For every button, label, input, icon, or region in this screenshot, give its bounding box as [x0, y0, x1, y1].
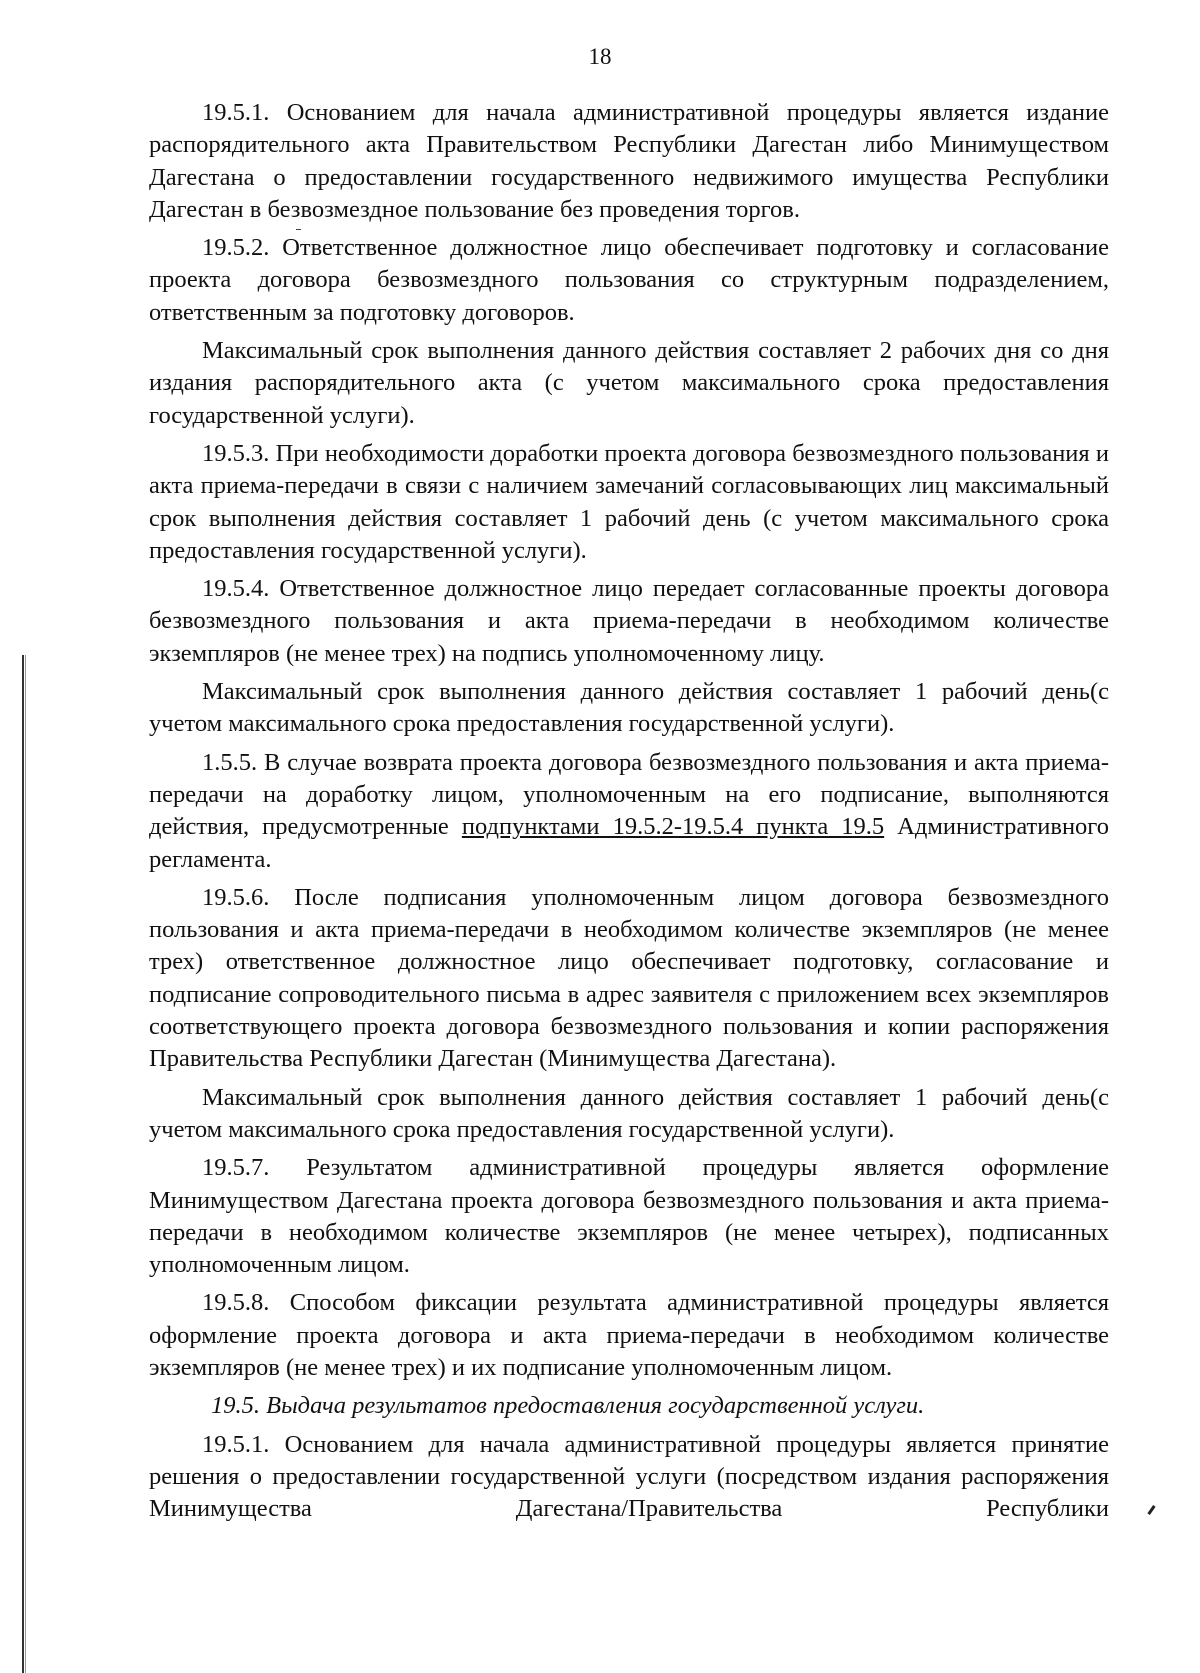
paragraph-1-5-5-return	[149, 747, 1109, 876]
paragraph-19-5-8-fixation: 19.5.8. Способом фиксации результата административной процедуры является оформление проекта договора и акта приема-передачи в необходимом количестве экземпляров (не менее трех) и их подписание уполномоченным лицом.	[149, 1289, 1109, 1381]
paragraph-max-term-2-days: Максимальный срок выполнения данного действия составляет 2 рабочих дня со дня издания распорядительного акта (с учетом максимального срока предоставления государственной услуги).	[149, 337, 1109, 429]
paragraph-max-term-1-day-b: Максимальный срок выполнения данного действия составляет 1 рабочий день(с учетом максимального срока предоставления государственной услуги).	[149, 1083, 1109, 1143]
paragraph-19-5-4-transfer-for-signature: 19.5.4. Ответственное должностное лицо передает согласованные проекты договора безвозмездного пользования и акта приема-передачи в необходимом количестве экземпляров (не менее трех) на подпись уполномоченному лицу.	[149, 575, 1109, 667]
paragraph-19-5-7-result: 19.5.7. Результатом административной процедуры является оформление Минимуществом Дагестана проекта договора безвозмездного пользования и акта приема-передачи в необходимом количестве экземпляров (не менее четырех), подписанных уполномоченным лицом.	[149, 1154, 1109, 1279]
scan-artifact-dash	[296, 229, 301, 230]
paragraph-19-5-1-basis: 19.5.1. Основанием для начала административной процедуры является издание распорядительного акта Правительством Республики Дагестан либо Минимуществом Дагестана о предоставлении государственного недвижимого имущества Республики Дагестан в безвозмездное пользование без проведения торгов.	[149, 99, 1109, 223]
paragraph-19-5-3-revision: 19.5.3. При необходимости доработки проекта договора безвозмездного пользования и акта приема-передачи в связи с наличием замечаний согласовывающих лиц максимальный срок выполнения действия составляет 1 рабочий день (с учетом максимального срока предоставления государственной услуги).	[149, 439, 1109, 564]
paragraph-max-term-1-day-a: Максимальный срок выполнения данного действия составляет 1 рабочий день(с учетом максимального срока предоставления государственной услуги).	[149, 678, 1109, 738]
paragraph-19-5-1-issuance-basis: 19.5.1. Основанием для начала административной процедуры является принятие решения о предоставлении государственной услуги (посредством издания распоряжения Минимущества Дагестана/Правительства Республики	[149, 1430, 1109, 1523]
section-heading-19-5-issuance: 19.5. Выдача результатов предоставления государственной услуги.	[211, 1392, 925, 1420]
paragraph-19-5-6-after-signing: 19.5.6. После подписания уполномоченным лицом договора безвозмездного пользования и акта приема-передачи в необходимом количестве экземпляров (не менее трех) ответственное должностное лицо обеспечивает подготовку, согласование и подписание сопроводительного письма в адрес заявителя с приложением всех экземпляров соответствующего проекта договора безвозмездного пользования и копии распоряжения Правительства Республики Дагестан (Минимущества Дагестана).	[149, 883, 1109, 1073]
page-number: 18	[588, 44, 612, 69]
scan-margin-line-secondary	[25, 655, 26, 1673]
subclause-reference-link[interactable]: подпунктами 19.5.2-19.5.4 пункта 19.5	[461, 813, 885, 841]
document-body	[149, 97, 1109, 1531]
scan-artifact-mark	[1147, 1505, 1155, 1515]
scan-margin-line	[22, 655, 24, 1673]
paragraph-19-5-2-responsible-official: 19.5.2. Ответственное должностное лицо обеспечивает подготовку и согласование проекта договора безвозмездного пользования со структурным подразделением, ответственным за подготовку договоров.	[149, 234, 1109, 326]
paragraph-1-5-5-text-after: Административного регламента.	[149, 813, 1109, 873]
paragraph-1-5-5-text-before: 1.5.5. В случае возврата проекта договора безвозмездного пользования и акта приема-передачи на доработку лицом, уполномоченным на его подписание, выполняются действия, предусмотренные	[149, 748, 1109, 841]
